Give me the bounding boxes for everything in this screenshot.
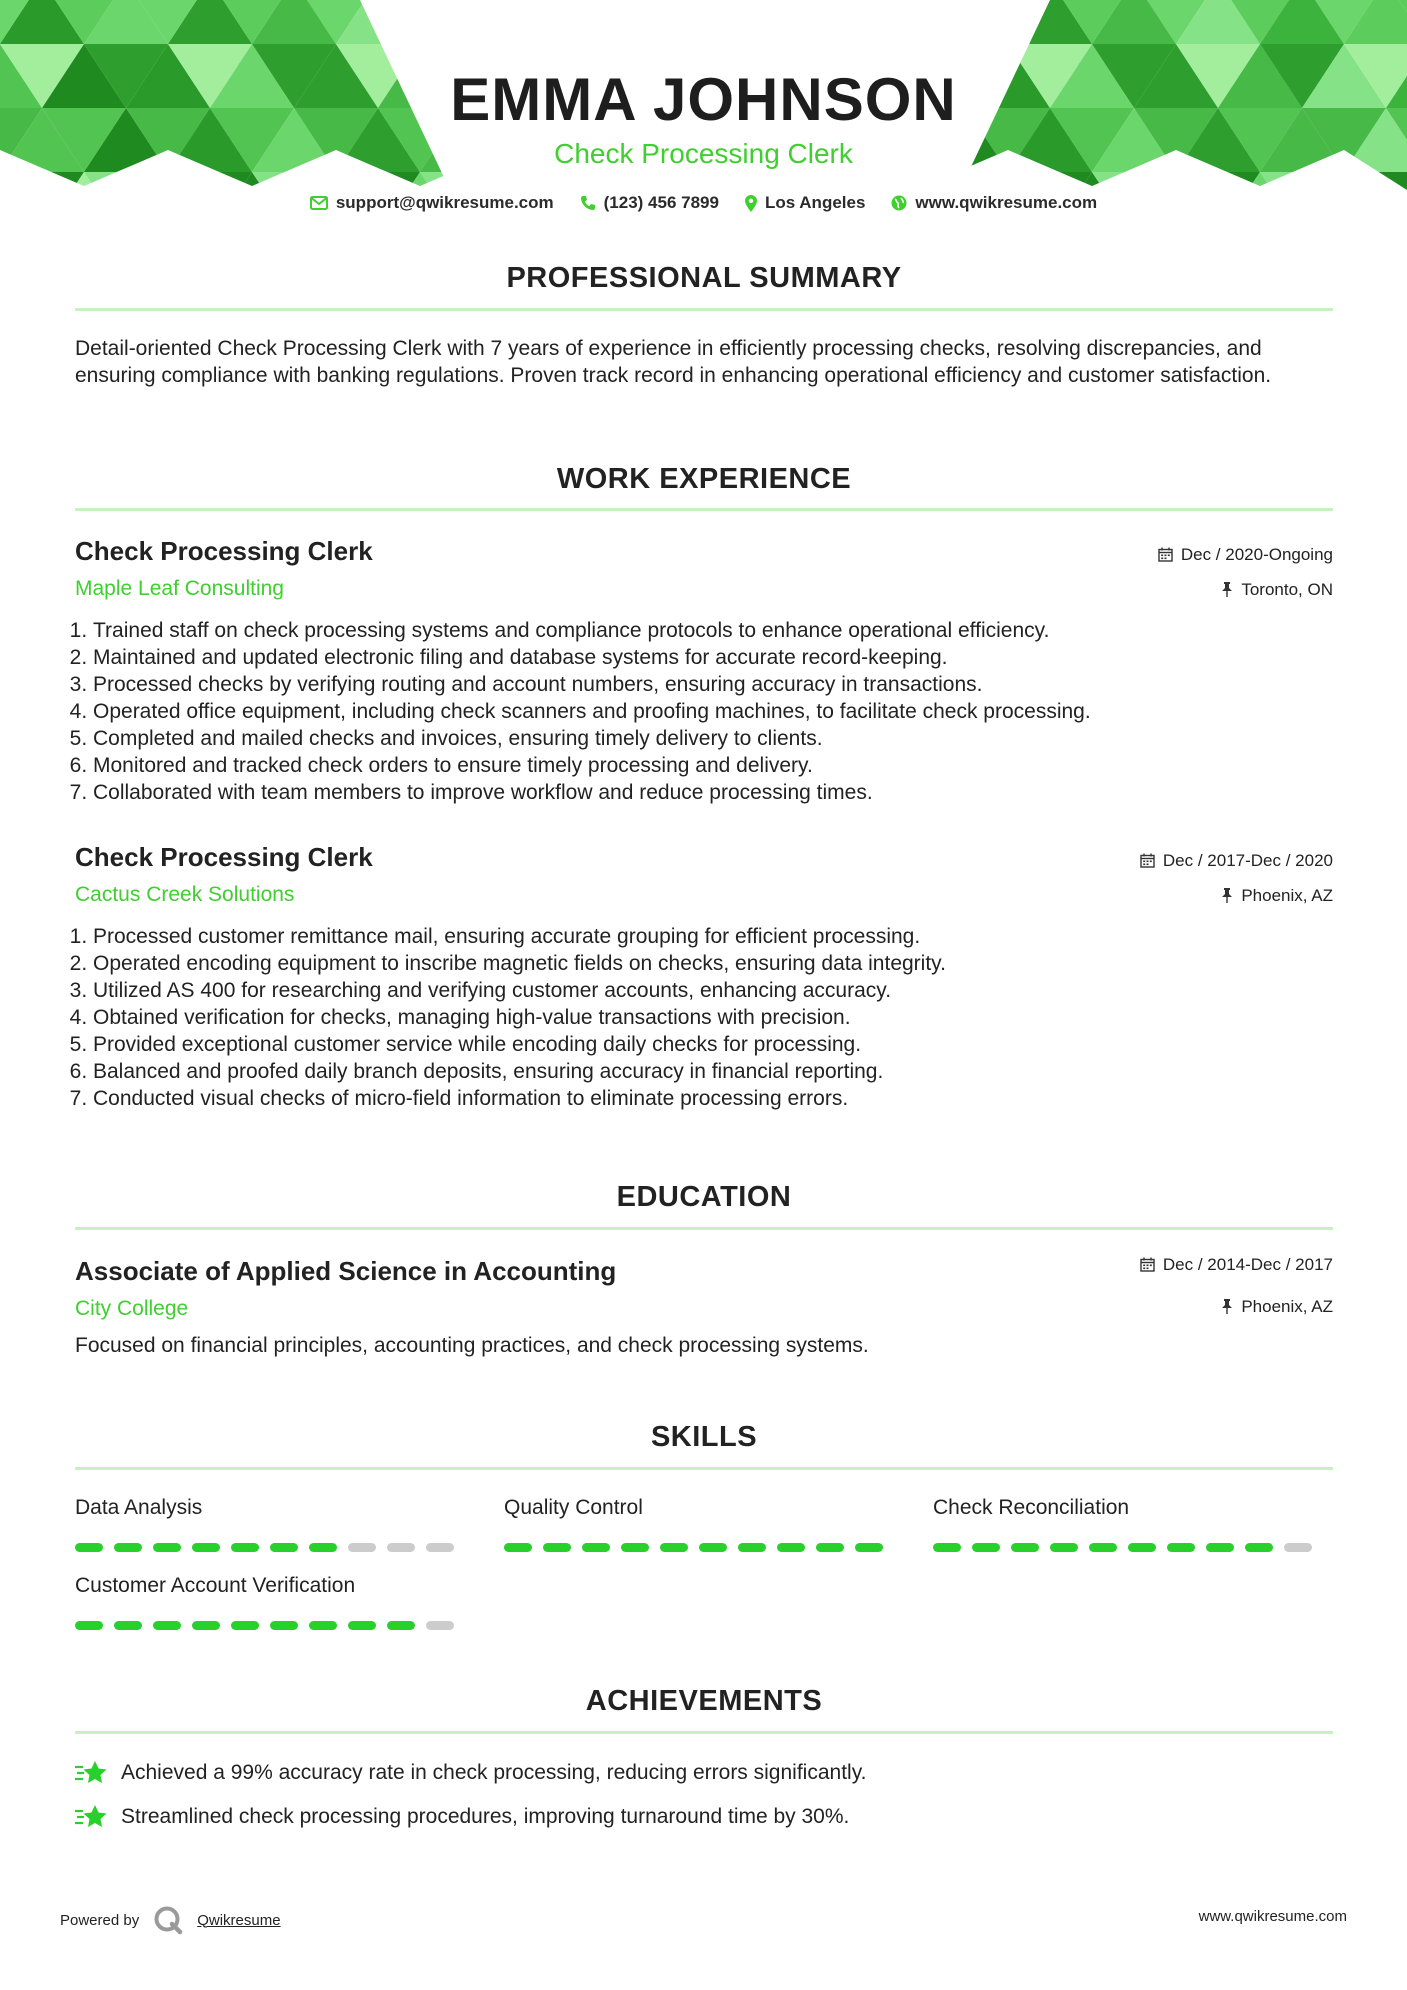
- job-1-company: Maple Leaf Consulting: [75, 577, 284, 600]
- experience-heading: WORK EXPERIENCE: [556, 463, 852, 495]
- list-item: 5. Provided exceptional customer service while encoding daily checks for processing.: [93, 1031, 1363, 1058]
- qwikresume-logo-icon: [153, 1905, 183, 1935]
- skill-segment: [1089, 1543, 1117, 1552]
- skill-segment: [1206, 1543, 1234, 1552]
- skill-segment: [1011, 1543, 1039, 1552]
- achievement-text: Streamlined check processing procedures, improving turnaround time by 30%.: [121, 1804, 850, 1828]
- calendar-icon: [1140, 1257, 1155, 1272]
- list-item: 6. Monitored and tracked check orders to ensure timely processing and delivery.: [93, 752, 1363, 779]
- skill-segment: [270, 1543, 298, 1552]
- skills-heading: SKILLS: [650, 1421, 758, 1453]
- candidate-job-title: Check Processing Clerk: [554, 138, 853, 169]
- education-school: City College: [75, 1297, 189, 1320]
- calendar-icon: [1158, 547, 1173, 562]
- list-item: 3. Processed checks by verifying routing and account numbers, ensuring accuracy in transactions.: [93, 671, 1363, 698]
- skill-segment: [1128, 1543, 1156, 1552]
- skill-segment: [621, 1543, 649, 1552]
- skill-segment: [1167, 1543, 1195, 1552]
- pushpin-icon: [1221, 888, 1233, 903]
- contact-website[interactable]: [891, 193, 1097, 213]
- contact-location: [745, 193, 865, 213]
- skill-segment: [504, 1543, 532, 1552]
- powered-by-label: Powered by: [60, 1911, 140, 1929]
- skill-segment: [309, 1621, 337, 1630]
- footer-website[interactable]: www.qwikresume.com: [1198, 1908, 1347, 1925]
- skill-segment: [114, 1621, 142, 1630]
- job-2-role: Check Processing Clerk: [75, 842, 373, 872]
- candidate-name: EMMA JOHNSON: [450, 66, 957, 133]
- experience-divider: [75, 508, 1333, 511]
- achievement-item-1: [75, 1759, 866, 1785]
- contact-phone[interactable]: [580, 193, 719, 213]
- summary-divider: [75, 308, 1333, 311]
- job-1-location: [1221, 581, 1333, 598]
- list-item: 2. Maintained and updated electronic filing and database systems for accurate record-keeping.: [93, 644, 1363, 671]
- list-item: 4. Operated office equipment, including check scanners and proofing machines, to facilitate check processing.: [93, 698, 1363, 725]
- pushpin-icon: [1221, 1299, 1233, 1314]
- skill-1-bar: [75, 1543, 454, 1552]
- list-item: 5. Completed and mailed checks and invoices, ensuring timely delivery to clients.: [93, 725, 1363, 752]
- job-2-company: Cactus Creek Solutions: [75, 883, 295, 906]
- envelope-icon: [310, 196, 328, 210]
- skill-segment: [426, 1621, 454, 1630]
- skill-segment: [192, 1543, 220, 1552]
- job-2-dates-text: Dec / 2017-Dec / 2020: [1162, 851, 1333, 870]
- job-1-location-text: Toronto, ON: [1241, 580, 1333, 599]
- skill-2-label: Quality Control: [504, 1496, 643, 1519]
- skill-segment: [426, 1543, 454, 1552]
- phone-text: (123) 456 7899: [603, 193, 719, 212]
- list-item: 1. Trained staff on check processing systems and compliance protocols to enhance operational efficiency.: [93, 617, 1363, 644]
- skill-segment: [348, 1543, 376, 1552]
- job-2-location: [1221, 887, 1333, 904]
- skill-segment: [114, 1543, 142, 1552]
- contact-email[interactable]: [310, 193, 554, 213]
- education-dates-text: Dec / 2014-Dec / 2017: [1162, 1255, 1333, 1274]
- skill-segment: [75, 1621, 103, 1630]
- skill-segment: [270, 1621, 298, 1630]
- job-2-dates: [1140, 852, 1333, 869]
- job-2-location-text: Phoenix, AZ: [1241, 886, 1333, 905]
- job-1-role: Check Processing Clerk: [75, 536, 373, 566]
- list-item: 1. Processed customer remittance mail, ensuring accurate grouping for efficient processing.: [93, 923, 1363, 950]
- education-heading: EDUCATION: [616, 1181, 792, 1213]
- skill-segment: [582, 1543, 610, 1552]
- list-item: 6. Balanced and proofed daily branch deposits, ensuring accuracy in financial reporting.: [93, 1058, 1363, 1085]
- footer-powered-by: [60, 1905, 281, 1935]
- skill-segment: [660, 1543, 688, 1552]
- skill-segment: [543, 1543, 571, 1552]
- skill-segment: [1284, 1543, 1312, 1552]
- job-2-bullets: [66, 923, 1363, 1112]
- globe-icon: [891, 195, 907, 211]
- skills-divider: [75, 1467, 1333, 1470]
- list-item: 7. Collaborated with team members to improve workflow and reduce processing times.: [93, 779, 1363, 806]
- star-icon: [75, 1803, 107, 1829]
- education-description: Focused on financial principles, accounting practices, and check processing systems.: [75, 1334, 869, 1357]
- skill-segment: [1050, 1543, 1078, 1552]
- skill-segment: [192, 1621, 220, 1630]
- skill-segment: [153, 1621, 181, 1630]
- skill-segment: [855, 1543, 883, 1552]
- pushpin-icon: [1221, 582, 1233, 597]
- list-item: 4. Obtained verification for checks, managing high-value transactions with precision.: [93, 1004, 1363, 1031]
- job-1-dates: [1158, 546, 1333, 563]
- email-text: support@qwikresume.com: [335, 193, 554, 212]
- education-location: [1221, 1298, 1333, 1315]
- summary-heading: PROFESSIONAL SUMMARY: [506, 262, 902, 294]
- qwikresume-link[interactable]: Qwikresume: [197, 1911, 281, 1929]
- skill-segment: [816, 1543, 844, 1552]
- skill-4-label: Customer Account Verification: [75, 1574, 356, 1597]
- star-icon: [75, 1759, 107, 1785]
- education-divider: [75, 1227, 1333, 1230]
- skill-3-bar: [933, 1543, 1312, 1552]
- skill-segment: [75, 1543, 103, 1552]
- map-marker-icon: [745, 195, 757, 212]
- achievement-text: Achieved a 99% accuracy rate in check processing, reducing errors significantly.: [121, 1760, 867, 1784]
- skill-segment: [972, 1543, 1000, 1552]
- skill-segment: [231, 1621, 259, 1630]
- summary-text: Detail-oriented Check Processing Clerk with 7 years of experience in efficiently processing checks, resolving discrepancies, and ensuring compliance with banking regulations. Proven track record in enhancing operational efficiency and customer satisfaction.: [75, 337, 1272, 387]
- list-item: 3. Utilized AS 400 for researching and verifying customer accounts, enhancing accuracy.: [93, 977, 1363, 1004]
- skill-segment: [348, 1621, 376, 1630]
- achievements-heading: ACHIEVEMENTS: [585, 1685, 823, 1717]
- skill-segment: [153, 1543, 181, 1552]
- website-text: www.qwikresume.com: [915, 193, 1098, 212]
- location-text: Los Angeles: [764, 193, 866, 212]
- skill-segment: [699, 1543, 727, 1552]
- achievement-item-2: [75, 1803, 849, 1829]
- skill-segment: [231, 1543, 259, 1552]
- education-degree: Associate of Applied Science in Accounting: [75, 1256, 617, 1286]
- list-item: 2. Operated encoding equipment to inscribe magnetic fields on checks, ensuring data integrity.: [93, 950, 1363, 977]
- achievements-divider: [75, 1731, 1333, 1734]
- skill-3-label: Check Reconciliation: [933, 1496, 1130, 1519]
- skill-2-bar: [504, 1543, 883, 1552]
- contact-bar: [0, 193, 1407, 213]
- skill-segment: [387, 1543, 415, 1552]
- skill-segment: [1245, 1543, 1273, 1552]
- education-dates: [1140, 1256, 1333, 1273]
- job-1-dates-text: Dec / 2020-Ongoing: [1180, 545, 1333, 564]
- education-location-text: Phoenix, AZ: [1241, 1297, 1333, 1316]
- skill-segment: [309, 1543, 337, 1552]
- calendar-icon: [1140, 853, 1155, 868]
- skill-segment: [777, 1543, 805, 1552]
- skill-1-label: Data Analysis: [75, 1496, 203, 1519]
- skill-segment: [738, 1543, 766, 1552]
- phone-icon: [580, 195, 596, 211]
- job-1-bullets: [66, 617, 1363, 806]
- skill-segment: [933, 1543, 961, 1552]
- skill-4-bar: [75, 1621, 454, 1630]
- list-item: 7. Conducted visual checks of micro-field information to eliminate processing errors.: [93, 1085, 1363, 1112]
- skill-segment: [387, 1621, 415, 1630]
